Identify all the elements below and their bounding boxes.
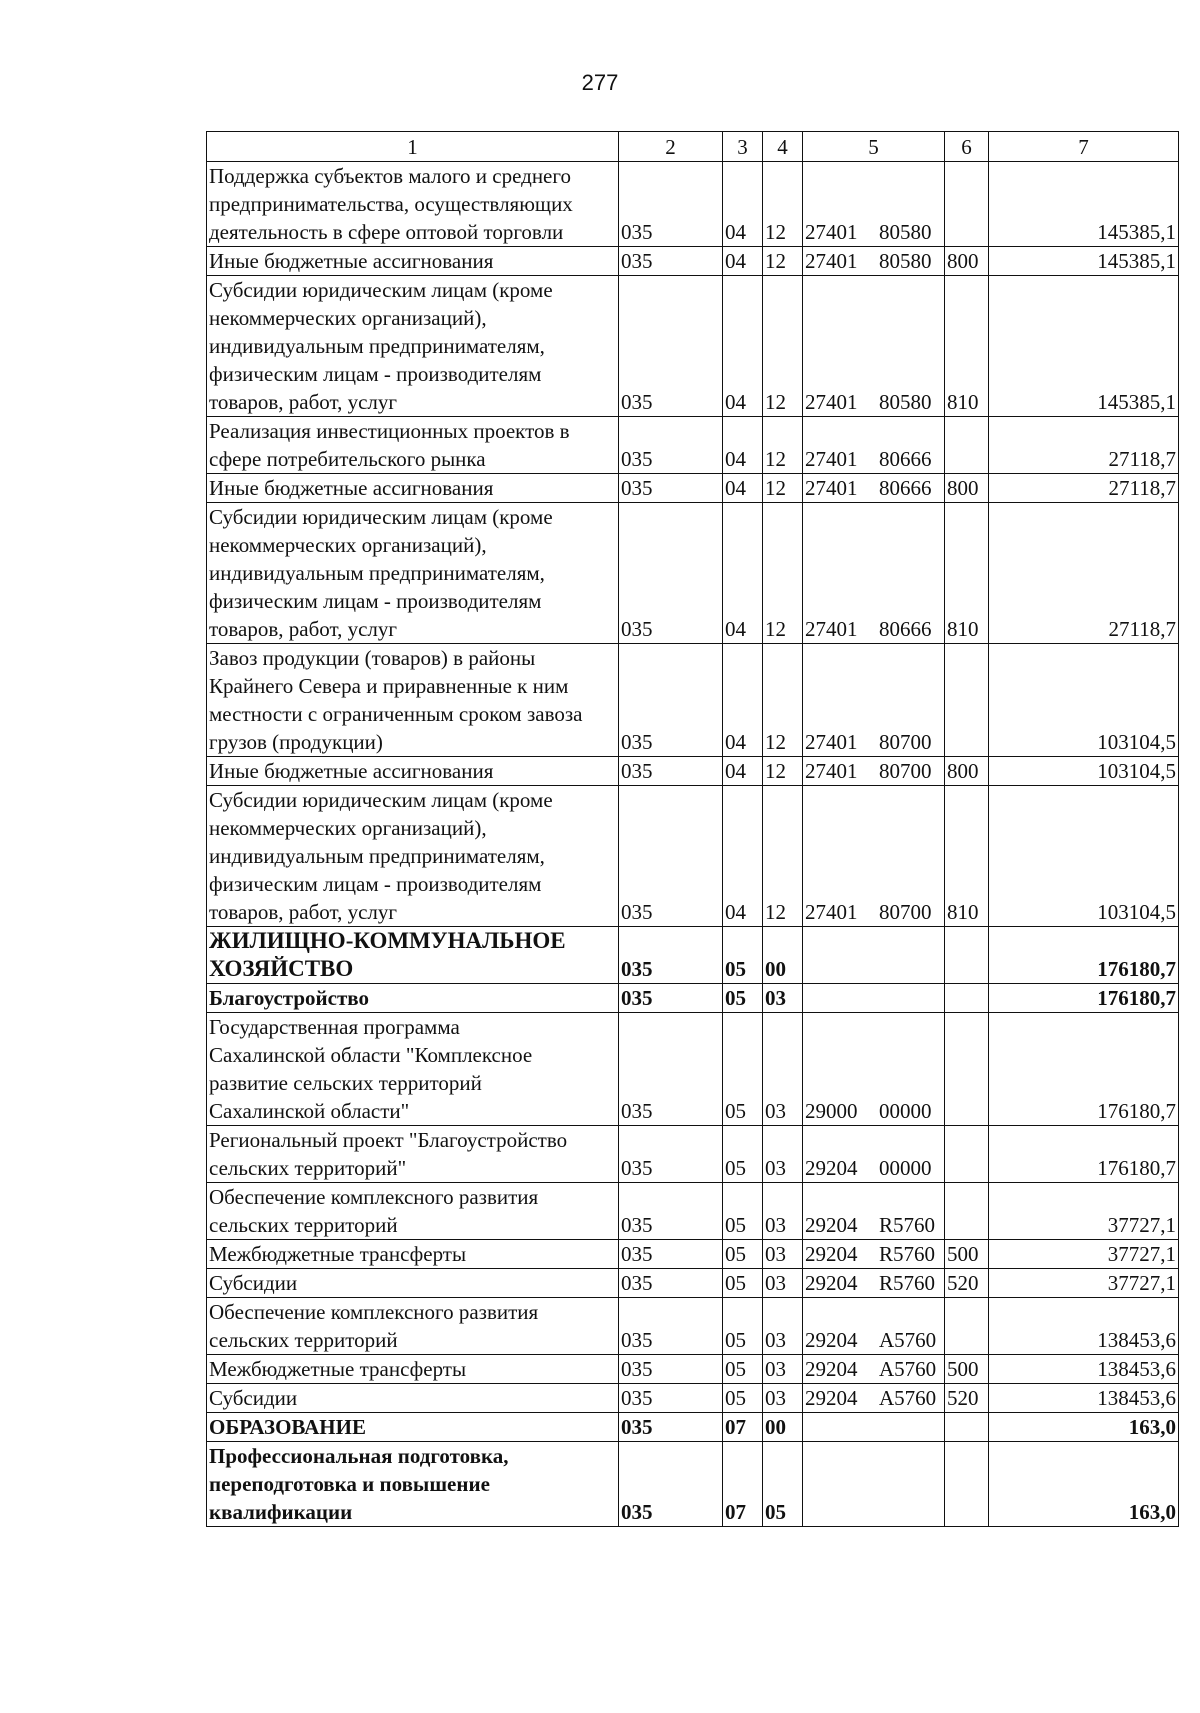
section-code-cell: 04 bbox=[723, 503, 763, 644]
section-code-cell: 04 bbox=[723, 757, 763, 786]
program-code: 29204 bbox=[805, 1242, 858, 1266]
table-row bbox=[207, 162, 1179, 247]
program-code: 29204 bbox=[805, 1213, 858, 1237]
subsection-code-cell: 12 bbox=[763, 757, 803, 786]
page-number: 277 bbox=[581, 70, 619, 95]
expense-type-cell bbox=[945, 162, 989, 247]
amount-cell: 27118,7 bbox=[989, 503, 1179, 644]
row-name-cell: Обеспечение комплексного развития сельских территорий bbox=[207, 1298, 619, 1355]
section-code-cell: 04 bbox=[723, 276, 763, 417]
ministry-code-cell: 035 bbox=[619, 1384, 723, 1413]
ministry-code-cell: 035 bbox=[619, 162, 723, 247]
direction-code: 00000 bbox=[879, 1156, 932, 1180]
section-code-cell: 05 bbox=[723, 1240, 763, 1269]
amount-cell: 176180,7 bbox=[989, 1126, 1179, 1183]
amount-cell: 163,0 bbox=[989, 1413, 1179, 1442]
table-row bbox=[207, 247, 1179, 276]
target-article-cell bbox=[803, 1442, 945, 1527]
section-code-cell: 05 bbox=[723, 927, 763, 984]
ministry-code-cell: 035 bbox=[619, 1442, 723, 1527]
subsection-code-cell: 12 bbox=[763, 644, 803, 757]
direction-code: 80580 bbox=[879, 249, 932, 273]
target-article-cell bbox=[803, 1384, 945, 1413]
expense-type-cell: 810 bbox=[945, 786, 989, 927]
program-code: 27401 bbox=[805, 447, 858, 471]
ministry-code-cell: 035 bbox=[619, 503, 723, 644]
direction-code: 80580 bbox=[879, 390, 932, 414]
row-name-cell: ОБРАЗОВАНИЕ bbox=[207, 1413, 619, 1442]
target-article-cell bbox=[803, 503, 945, 644]
target-article-cell bbox=[803, 1240, 945, 1269]
expense-type-cell: 500 bbox=[945, 1240, 989, 1269]
table-row bbox=[207, 1240, 1179, 1269]
row-name-cell: Межбюджетные трансферты bbox=[207, 1240, 619, 1269]
target-article-cell bbox=[803, 276, 945, 417]
expense-type-cell bbox=[945, 644, 989, 757]
direction-code: 80700 bbox=[879, 900, 932, 924]
row-name-cell: Межбюджетные трансферты bbox=[207, 1355, 619, 1384]
target-article-cell bbox=[803, 1413, 945, 1442]
expense-type-cell: 800 bbox=[945, 474, 989, 503]
target-article-cell bbox=[803, 757, 945, 786]
section-code-cell: 04 bbox=[723, 247, 763, 276]
ministry-code-cell: 035 bbox=[619, 417, 723, 474]
subsection-code-cell: 03 bbox=[763, 1183, 803, 1240]
target-article-cell bbox=[803, 1126, 945, 1183]
target-article-cell bbox=[803, 247, 945, 276]
ministry-code-cell: 035 bbox=[619, 1355, 723, 1384]
row-name-cell: Иные бюджетные ассигнования bbox=[207, 474, 619, 503]
amount-cell: 138453,6 bbox=[989, 1298, 1179, 1355]
table-row bbox=[207, 757, 1179, 786]
table-row bbox=[207, 474, 1179, 503]
expense-type-cell: 810 bbox=[945, 503, 989, 644]
subsection-code-cell: 05 bbox=[763, 1442, 803, 1527]
section-code-cell: 05 bbox=[723, 984, 763, 1013]
ministry-code-cell: 035 bbox=[619, 984, 723, 1013]
direction-code: 80700 bbox=[879, 759, 932, 783]
row-name-cell: Поддержка субъектов малого и среднего предпринимательства, осуществляющих деятельность в сфере оптовой торговли bbox=[207, 162, 619, 247]
subsection-code-cell: 03 bbox=[763, 1298, 803, 1355]
subsection-code-cell: 03 bbox=[763, 1240, 803, 1269]
row-name-cell: Государственная программа Сахалинской области "Комплексное развитие сельских территорий Сахалинской области" bbox=[207, 1013, 619, 1126]
row-name-cell: Субсидии юридическим лицам (кроме некоммерческих организаций), индивидуальным предпринимателям, физическим лицам - производителям товаров, работ, услуг bbox=[207, 503, 619, 644]
expense-type-cell bbox=[945, 417, 989, 474]
ministry-code-cell: 035 bbox=[619, 1013, 723, 1126]
amount-cell: 176180,7 bbox=[989, 984, 1179, 1013]
expense-type-cell: 520 bbox=[945, 1269, 989, 1298]
row-name-cell: Завоз продукции (товаров) в районы Крайнего Севера и приравненные к ним местности с ограниченным сроком завоза грузов (продукции) bbox=[207, 644, 619, 757]
program-code: 27401 bbox=[805, 759, 858, 783]
table-row bbox=[207, 1013, 1179, 1126]
program-code: 29204 bbox=[805, 1156, 858, 1180]
table-row bbox=[207, 503, 1179, 644]
program-code: 29204 bbox=[805, 1357, 858, 1381]
section-code-cell: 04 bbox=[723, 644, 763, 757]
amount-cell: 103104,5 bbox=[989, 757, 1179, 786]
amount-cell: 27118,7 bbox=[989, 474, 1179, 503]
amount-cell: 176180,7 bbox=[989, 1013, 1179, 1126]
section-code-cell: 05 bbox=[723, 1384, 763, 1413]
subsection-code-cell: 03 bbox=[763, 1126, 803, 1183]
section-code-cell: 07 bbox=[723, 1442, 763, 1527]
budget-table bbox=[206, 131, 1179, 1527]
table-row bbox=[207, 417, 1179, 474]
subsection-code-cell: 00 bbox=[763, 1413, 803, 1442]
amount-cell: 138453,6 bbox=[989, 1355, 1179, 1384]
table-row bbox=[207, 644, 1179, 757]
section-code-cell: 05 bbox=[723, 1126, 763, 1183]
direction-code: R5760 bbox=[879, 1271, 936, 1295]
expense-type-cell: 520 bbox=[945, 1384, 989, 1413]
expense-type-cell bbox=[945, 1126, 989, 1183]
amount-cell: 163,0 bbox=[989, 1442, 1179, 1527]
row-name-cell: Профессиональная подготовка, переподготовка и повышение квалификации bbox=[207, 1442, 619, 1527]
row-name-cell: ЖИЛИЩНО-КОММУНАЛЬНОЕ ХОЗЯЙСТВО bbox=[207, 927, 619, 984]
ministry-code-cell: 035 bbox=[619, 474, 723, 503]
direction-code: R5760 bbox=[879, 1242, 936, 1266]
target-article-cell bbox=[803, 417, 945, 474]
column-number: 2 bbox=[619, 132, 723, 162]
section-code-cell: 04 bbox=[723, 786, 763, 927]
target-article-cell bbox=[803, 1269, 945, 1298]
subsection-code-cell: 12 bbox=[763, 503, 803, 644]
ministry-code-cell: 035 bbox=[619, 276, 723, 417]
target-article-cell bbox=[803, 474, 945, 503]
direction-code: A5760 bbox=[879, 1328, 937, 1352]
subsection-code-cell: 03 bbox=[763, 1013, 803, 1126]
amount-cell: 176180,7 bbox=[989, 927, 1179, 984]
row-name-cell: Субсидии bbox=[207, 1384, 619, 1413]
table-row bbox=[207, 276, 1179, 417]
table-row bbox=[207, 1442, 1179, 1527]
direction-code: R5760 bbox=[879, 1213, 936, 1237]
program-code: 27401 bbox=[805, 617, 858, 641]
amount-cell: 27118,7 bbox=[989, 417, 1179, 474]
direction-code: 00000 bbox=[879, 1099, 932, 1123]
subsection-code-cell: 12 bbox=[763, 786, 803, 927]
expense-type-cell bbox=[945, 1442, 989, 1527]
direction-code: 80580 bbox=[879, 220, 932, 244]
amount-cell: 103104,5 bbox=[989, 644, 1179, 757]
target-article-cell bbox=[803, 162, 945, 247]
expense-type-cell bbox=[945, 1013, 989, 1126]
direction-code: A5760 bbox=[879, 1357, 937, 1381]
section-code-cell: 05 bbox=[723, 1355, 763, 1384]
subsection-code-cell: 03 bbox=[763, 984, 803, 1013]
amount-cell: 145385,1 bbox=[989, 247, 1179, 276]
section-code-cell: 05 bbox=[723, 1298, 763, 1355]
row-name-cell: Субсидии bbox=[207, 1269, 619, 1298]
program-code: 27401 bbox=[805, 476, 858, 500]
amount-cell: 37727,1 bbox=[989, 1240, 1179, 1269]
table-row bbox=[207, 1269, 1179, 1298]
expense-type-cell: 800 bbox=[945, 247, 989, 276]
program-code: 29204 bbox=[805, 1328, 858, 1352]
amount-cell: 37727,1 bbox=[989, 1269, 1179, 1298]
program-code: 29000 bbox=[805, 1099, 858, 1123]
subsection-code-cell: 12 bbox=[763, 247, 803, 276]
ministry-code-cell: 035 bbox=[619, 1126, 723, 1183]
table-row bbox=[207, 1298, 1179, 1355]
target-article-cell bbox=[803, 1355, 945, 1384]
expense-type-cell bbox=[945, 984, 989, 1013]
subsection-code-cell: 03 bbox=[763, 1355, 803, 1384]
expense-type-cell bbox=[945, 1298, 989, 1355]
row-name-cell: Реализация инвестиционных проектов в сфере потребительского рынка bbox=[207, 417, 619, 474]
table-row bbox=[207, 1126, 1179, 1183]
column-number: 5 bbox=[803, 132, 945, 162]
section-code-cell: 04 bbox=[723, 417, 763, 474]
section-code-cell: 04 bbox=[723, 474, 763, 503]
program-code: 27401 bbox=[805, 730, 858, 754]
amount-cell: 138453,6 bbox=[989, 1384, 1179, 1413]
expense-type-cell: 800 bbox=[945, 757, 989, 786]
direction-code: 80666 bbox=[879, 476, 932, 500]
direction-code: 80666 bbox=[879, 447, 932, 471]
subsection-code-cell: 12 bbox=[763, 474, 803, 503]
target-article-cell bbox=[803, 644, 945, 757]
table-row bbox=[207, 984, 1179, 1013]
table-row bbox=[207, 786, 1179, 927]
row-name-cell: Иные бюджетные ассигнования bbox=[207, 757, 619, 786]
subsection-code-cell: 03 bbox=[763, 1269, 803, 1298]
amount-cell: 145385,1 bbox=[989, 276, 1179, 417]
subsection-code-cell: 12 bbox=[763, 417, 803, 474]
direction-code: 80700 bbox=[879, 730, 932, 754]
section-code-cell: 05 bbox=[723, 1269, 763, 1298]
program-code: 27401 bbox=[805, 249, 858, 273]
table-row bbox=[207, 927, 1179, 984]
column-number: 4 bbox=[763, 132, 803, 162]
program-code: 27401 bbox=[805, 220, 858, 244]
expense-type-cell bbox=[945, 1413, 989, 1442]
expense-type-cell bbox=[945, 927, 989, 984]
program-code: 29204 bbox=[805, 1386, 858, 1410]
expense-type-cell: 810 bbox=[945, 276, 989, 417]
target-article-cell bbox=[803, 786, 945, 927]
program-code: 27401 bbox=[805, 900, 858, 924]
target-article-cell bbox=[803, 1183, 945, 1240]
table-row bbox=[207, 1384, 1179, 1413]
ministry-code-cell: 035 bbox=[619, 927, 723, 984]
row-name-cell: Региональный проект "Благоустройство сельских территорий" bbox=[207, 1126, 619, 1183]
subsection-code-cell: 00 bbox=[763, 927, 803, 984]
direction-code: 80666 bbox=[879, 617, 932, 641]
subsection-code-cell: 03 bbox=[763, 1384, 803, 1413]
ministry-code-cell: 035 bbox=[619, 1413, 723, 1442]
program-code: 27401 bbox=[805, 390, 858, 414]
expense-type-cell bbox=[945, 1183, 989, 1240]
row-name-cell: Обеспечение комплексного развития сельских территорий bbox=[207, 1183, 619, 1240]
ministry-code-cell: 035 bbox=[619, 1269, 723, 1298]
target-article-cell bbox=[803, 927, 945, 984]
column-number: 7 bbox=[989, 132, 1179, 162]
subsection-code-cell: 12 bbox=[763, 162, 803, 247]
ministry-code-cell: 035 bbox=[619, 786, 723, 927]
program-code: 29204 bbox=[805, 1271, 858, 1295]
expense-type-cell: 500 bbox=[945, 1355, 989, 1384]
direction-code: A5760 bbox=[879, 1386, 937, 1410]
row-name-cell: Субсидии юридическим лицам (кроме некоммерческих организаций), индивидуальным предпринимателям, физическим лицам - производителям товаров, работ, услуг bbox=[207, 276, 619, 417]
table-row bbox=[207, 1355, 1179, 1384]
target-article-cell bbox=[803, 1013, 945, 1126]
amount-cell: 145385,1 bbox=[989, 162, 1179, 247]
table-row bbox=[207, 1413, 1179, 1442]
row-name-cell: Благоустройство bbox=[207, 984, 619, 1013]
amount-cell: 37727,1 bbox=[989, 1183, 1179, 1240]
target-article-cell bbox=[803, 984, 945, 1013]
target-article-cell bbox=[803, 1298, 945, 1355]
section-code-cell: 05 bbox=[723, 1183, 763, 1240]
ministry-code-cell: 035 bbox=[619, 1183, 723, 1240]
ministry-code-cell: 035 bbox=[619, 644, 723, 757]
column-number: 3 bbox=[723, 132, 763, 162]
section-code-cell: 07 bbox=[723, 1413, 763, 1442]
row-name-cell: Субсидии юридическим лицам (кроме некоммерческих организаций), индивидуальным предпринимателям, физическим лицам - производителям товаров, работ, услуг bbox=[207, 786, 619, 927]
table-row bbox=[207, 1183, 1179, 1240]
ministry-code-cell: 035 bbox=[619, 1298, 723, 1355]
amount-cell: 103104,5 bbox=[989, 786, 1179, 927]
row-name-cell: Иные бюджетные ассигнования bbox=[207, 247, 619, 276]
subsection-code-cell: 12 bbox=[763, 276, 803, 417]
section-code-cell: 05 bbox=[723, 1013, 763, 1126]
section-code-cell: 04 bbox=[723, 162, 763, 247]
ministry-code-cell: 035 bbox=[619, 757, 723, 786]
ministry-code-cell: 035 bbox=[619, 247, 723, 276]
column-number: 6 bbox=[945, 132, 989, 162]
ministry-code-cell: 035 bbox=[619, 1240, 723, 1269]
column-number: 1 bbox=[207, 132, 619, 162]
column-number-row bbox=[207, 132, 1179, 162]
